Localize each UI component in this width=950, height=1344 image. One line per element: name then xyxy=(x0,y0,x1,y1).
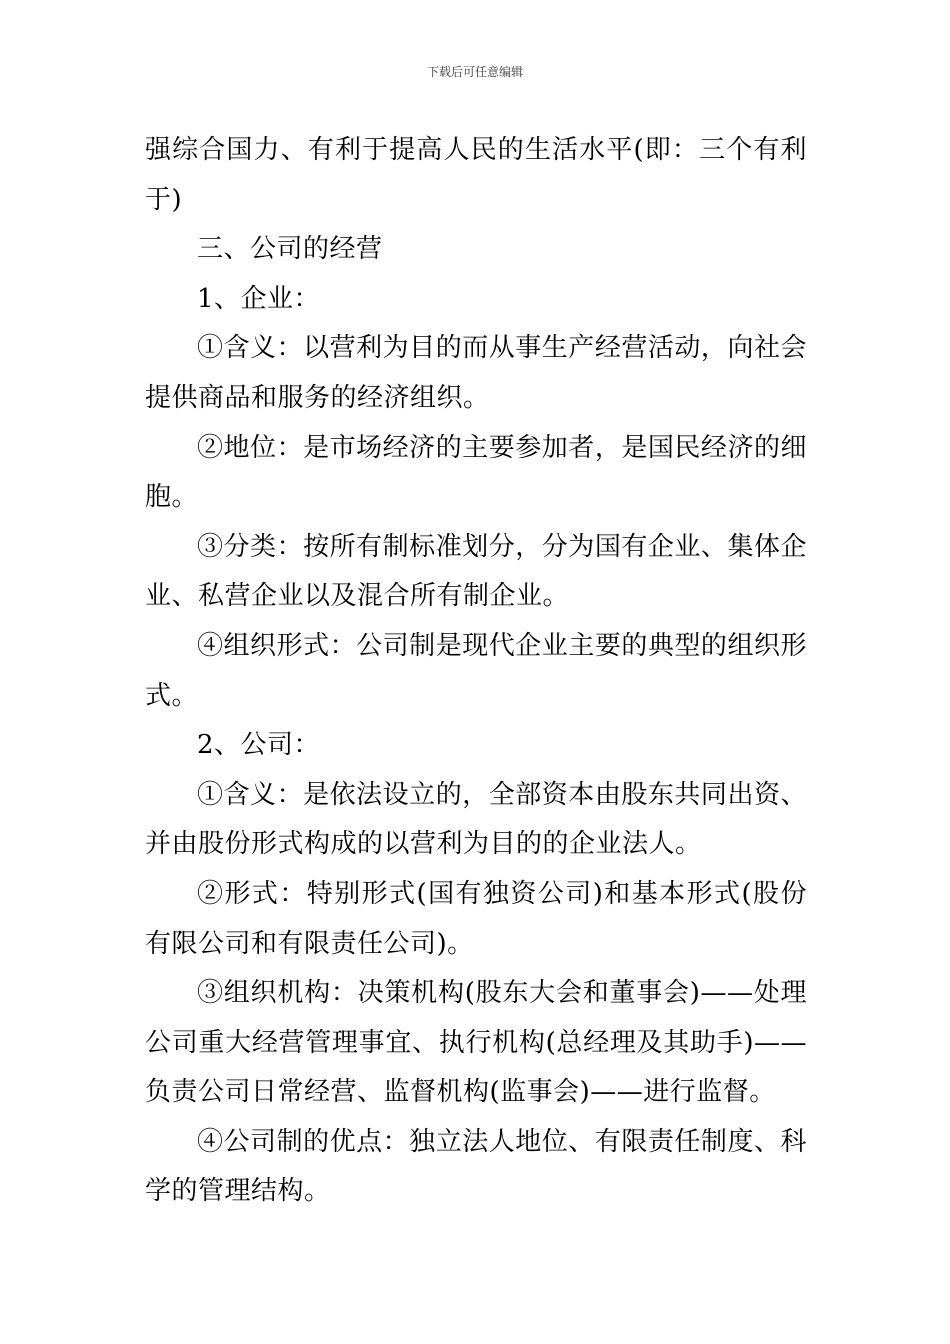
paragraph-enterprise-meaning: ①含义：以营利为目的而从事生产经营活动，向社会提供商品和服务的经济组织。 xyxy=(145,333,807,413)
paragraph-company-forms: ②形式：特别形式(国有独资公司)和基本形式(股份有限公司和有限责任公司)。 xyxy=(145,878,807,959)
paragraph-company-organization: ③组织机构：决策机构(股东大会和董事会)——处理公司重大经营管理事宜、执行机构(总经理及其助手)——负责公司日常经营、监督机构(监事会)——进行监督。 xyxy=(145,978,807,1108)
paragraph-enterprise-organization-form: ④组织形式：公司制是现代企业主要的典型的组织形式。 xyxy=(145,630,807,711)
subheading-company: 2、公司： xyxy=(197,730,321,761)
section-heading-company-operation: 三、公司的经营 xyxy=(197,234,383,265)
document-body xyxy=(145,126,807,1217)
paragraph-company-advantages: ④公司制的优点：独立法人地位、有限责任制度、科学的管理结构。 xyxy=(145,1126,807,1207)
paragraph-enterprise-status: ②地位：是市场经济的主要参加者，是国民经济的细胞。 xyxy=(145,432,807,513)
paragraph-company-meaning: ①含义：是依法设立的，全部资本由股东共同出资、并由股份形式构成的以营利为目的的企业法人。 xyxy=(145,779,807,860)
page-header: 下载后可任意编辑 xyxy=(426,65,523,79)
paragraph-enterprise-classification: ③分类：按所有制标准划分，分为国有企业、集体企业、私营企业以及混合所有制企业。 xyxy=(145,531,807,612)
paragraph-1: 强综合国力、有利于提高人民的生活水平(即：三个有利于) xyxy=(145,135,807,215)
subheading-enterprise: 1、企业： xyxy=(197,283,321,314)
